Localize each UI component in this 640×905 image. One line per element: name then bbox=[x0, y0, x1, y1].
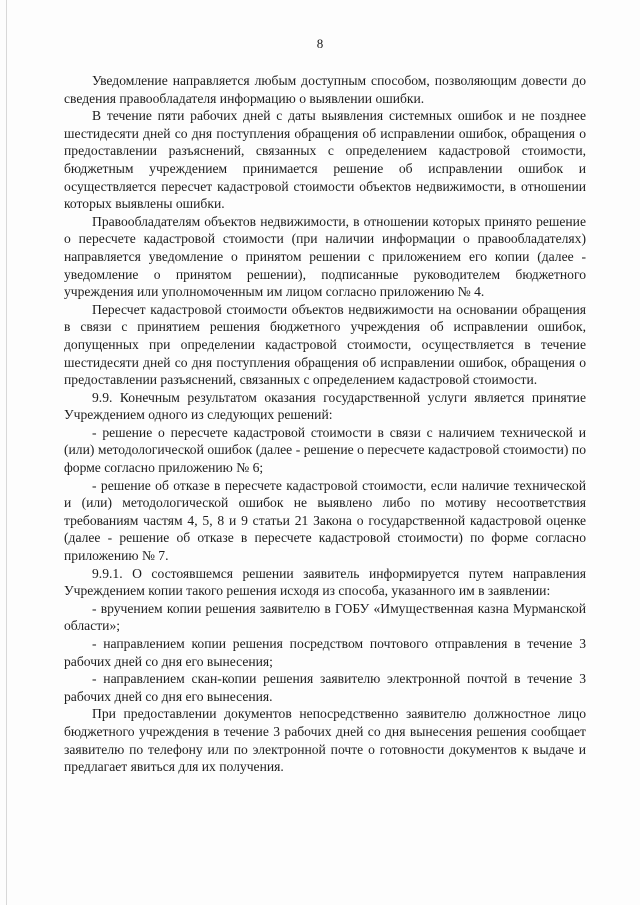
paragraph: Пересчет кадастровой стоимости объектов недвижимости на основании обращения в связи с принятием решения бюджетного учреждения об исправлении ошибок, допущенных при определении кадастровой стоимости, осуществляется в течение шестидесяти дней со дня поступления обращения об исправлении ошибок, обращения о предоставлении разъяснений, связанных с определением кадастровой стоимости. bbox=[64, 301, 586, 388]
paragraph: 9.9.1. О состоявшемся решении заявитель информируется путем направления Учреждением копии такого решения исходя из способа, указанного им в заявлении: bbox=[64, 565, 586, 599]
list-item: - решение о пересчете кадастровой стоимости в связи с наличием технической и (или) методологической ошибок (далее - решение о пересчете кадастровой стоимости) по форме согласно приложению № 6; bbox=[64, 424, 586, 476]
page-number: 8 bbox=[316, 36, 324, 51]
list-item: - направлением скан-копии решения заявителю электронной почтой в течение 3 рабочих дней со дня его вынесения. bbox=[64, 671, 586, 704]
list-item: - решение об отказе в пересчете кадастровой стоимости, если наличие технической и (или) методологической ошибок не выявлено либо по мотиву несоответствия требованиям частям 4, 5, 8 и 9 статьи 21 Закона о государственной кадастровой оценке (далее - решение об отказе в пересчете кадастровой стоимости) по форме согласно приложению № 7. bbox=[64, 477, 586, 564]
paragraph: Уведомление направляется любым доступным способом, позволяющим довести до сведения правообладателя информацию о выявлении ошибки. bbox=[64, 73, 586, 106]
paragraph: 9.9. Конечным результатом оказания государственной услуги является принятие Учреждением одного из следующих решений: bbox=[64, 389, 586, 423]
paragraph: При предоставлении документов непосредственно заявителю должностное лицо бюджетного учреждения в течение 3 рабочих дней со дня вынесения решения сообщает заявителю по телефону или по электронной почте о готовности документов к выдаче и предлагает явиться для их получения. bbox=[64, 706, 586, 775]
list-item: - вручением копии решения заявителю в ГОБУ «Имущественная казна Мурманской области»; bbox=[64, 600, 586, 634]
body-text bbox=[64, 72, 586, 776]
list-item: - направлением копии решения посредством почтового отправления в течение 3 рабочих дней со дня его вынесения; bbox=[64, 636, 586, 669]
scan-edge bbox=[6, 0, 7, 905]
paragraph: Правообладателям объектов недвижимости, в отношении которых принято решение о пересчете кадастровой стоимости (при наличии информации о правообладателях) направляется уведомление о принятом решении с приложением его копии (далее - уведомление о принятом решении), подписанные руководителем бюджетного учреждения или уполномоченным им лицом согласно приложению № 4. bbox=[64, 213, 586, 300]
paragraph: В течение пяти рабочих дней с даты выявления системных ошибок и не позднее шестидесяти дней со дня поступления обращения об исправлении ошибок, обращения о предоставлении разъяснений, связанных с определением кадастровой стоимости, бюджетным учреждением принимается решение об исправлении ошибок и осуществляется пересчет кадастровой стоимости объектов недвижимости, в отношении которых выявлены ошибки. bbox=[64, 108, 586, 212]
